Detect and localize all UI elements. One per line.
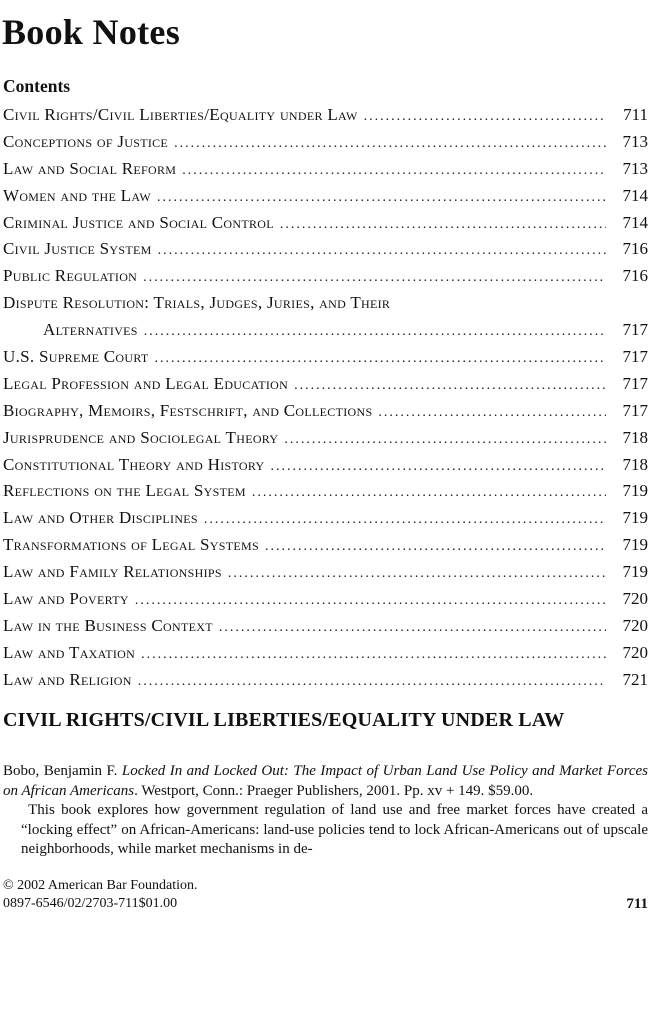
- toc-entry-title: Law and Social Reform: [3, 158, 177, 178]
- toc-entry-title: Law and Poverty: [3, 589, 129, 609]
- toc-entry: [3, 401, 648, 428]
- book-note-entry: [3, 762, 648, 860]
- toc-entry: [3, 481, 648, 508]
- toc-page-number: 717: [622, 320, 648, 340]
- toc-entry-title: Law and Other Disciplines: [3, 508, 198, 528]
- toc-page-number: 711: [623, 105, 648, 124]
- toc-entry-title: Civil Rights/Civil Liberties/Equality under Law: [3, 105, 358, 124]
- toc-entry: [3, 374, 648, 401]
- toc-entry: [3, 643, 648, 670]
- toc-leader-dots: [174, 136, 606, 152]
- toc-leader-dots: [182, 163, 606, 179]
- toc-leader-dots: [143, 270, 606, 286]
- toc-page-number: 719: [622, 481, 648, 501]
- toc-page-number: 718: [622, 454, 648, 474]
- toc-page-number: 714: [622, 185, 648, 205]
- toc-page-number: 713: [622, 158, 648, 178]
- toc-entry: [3, 159, 648, 186]
- toc-entry: [3, 455, 648, 482]
- toc-leader-dots: [252, 485, 606, 501]
- toc-entry: [3, 562, 648, 589]
- toc-page-number: 719: [622, 562, 648, 582]
- toc-leader-dots: [138, 674, 606, 690]
- toc-entry-title: Law and Family Relationships: [3, 562, 222, 582]
- toc-leader-dots: [228, 566, 606, 582]
- toc-entry-continuation: [3, 320, 648, 347]
- copyright-line: © 2002 American Bar Foundation.: [3, 878, 198, 893]
- toc-entry-title: Civil Justice System: [3, 239, 152, 259]
- toc-entry-title: Public Regulation: [3, 266, 138, 286]
- entry-author: Bobo, Benjamin F.: [3, 763, 118, 779]
- toc-page-number: 714: [622, 212, 648, 232]
- toc-entry-title: Alternatives: [43, 320, 138, 340]
- toc-entry: [3, 266, 648, 293]
- toc-entry-title: Law in the Business Context: [3, 615, 213, 635]
- toc-leader-dots: [294, 378, 606, 394]
- toc-page-number: 717: [622, 400, 648, 420]
- toc-entry: [3, 347, 648, 374]
- toc-page-number: 720: [622, 642, 648, 662]
- toc-page-number: 721: [622, 669, 648, 689]
- issn-line: 0897-6546/02/2703-711$01.00: [3, 896, 178, 911]
- toc-entry-title: Constitutional Theory and History: [3, 454, 265, 474]
- toc-page-number: 718: [622, 427, 648, 447]
- toc-leader-dots: [378, 405, 606, 421]
- toc-entry-title: Reflections on the Legal System: [3, 481, 246, 501]
- toc-entry-title: Jurisprudence and Sociolegal Theory: [3, 427, 279, 447]
- toc-entry: [3, 589, 648, 616]
- toc-entry: [3, 213, 648, 240]
- entry-body: [3, 801, 648, 860]
- toc-page-number: 719: [622, 535, 648, 555]
- toc-entry: [3, 132, 648, 159]
- toc-entry-title: Biography, Memoirs, Festschrift, and Collections: [3, 400, 373, 420]
- toc-leader-dots: [135, 593, 606, 609]
- toc-leader-dots: [284, 432, 606, 448]
- page-number: 711: [626, 896, 648, 912]
- toc-entry-title: Legal Profession and Legal Education: [3, 373, 289, 393]
- toc-leader-dots: [144, 324, 606, 340]
- entry-body-text: This book explores how government regulation of land use and free market forces have created a “locking effect” on African-Americans: land-use policies tend to lock African-Americans out of upscale neighborhoods, while market mechanisms in de-: [21, 802, 649, 858]
- toc-entry: [3, 508, 648, 535]
- toc-leader-dots: [141, 647, 606, 663]
- toc-leader-dots: [265, 539, 606, 555]
- entry-book-title: Locked In and Locked Out: The Impact of Urban Land Use Policy and Market Forces on African Americans: [3, 763, 649, 799]
- toc-entry: [3, 293, 648, 320]
- toc-page-number: 717: [622, 347, 648, 367]
- toc-entry: [3, 535, 648, 562]
- toc-page-number: 720: [622, 589, 648, 609]
- toc-leader-dots: [204, 512, 606, 528]
- toc-entry: [3, 186, 648, 213]
- toc-leader-dots: [155, 351, 606, 367]
- toc-entry-title: Law and Taxation: [3, 642, 136, 662]
- citation: [3, 762, 648, 801]
- toc-entry-title: Transformations of Legal Systems: [3, 535, 259, 555]
- toc-entry-title: Law and Religion: [3, 669, 132, 689]
- toc-page-number: 717: [622, 373, 648, 393]
- toc-leader-dots: [280, 217, 606, 233]
- entry-publication: . Westport, Conn.: Praeger Publishers, 2001. Pp. xv + 149. $59.00.: [134, 782, 534, 799]
- toc-leader-dots: [157, 190, 606, 206]
- toc-entry: [3, 670, 648, 697]
- toc-entry-title: U.S. Supreme Court: [3, 347, 149, 367]
- toc-page-number: 716: [622, 266, 648, 286]
- toc-leader-dots: [219, 620, 606, 636]
- toc-page-number: 713: [622, 131, 648, 151]
- toc-page-number: 716: [622, 239, 648, 259]
- page-title: Book Notes: [2, 12, 181, 52]
- toc-leader-dots: [364, 109, 606, 125]
- section-heading: CIVIL RIGHTS/CIVIL LIBERTIES/EQUALITY UNDER LAW: [3, 709, 565, 731]
- contents-heading: Contents: [3, 76, 71, 96]
- table-of-contents: [3, 105, 648, 697]
- toc-entry-title: Criminal Justice and Social Control: [3, 212, 274, 232]
- toc-entry: [3, 239, 648, 266]
- toc-entry-title: Conceptions of Justice: [3, 131, 169, 151]
- toc-leader-dots: [270, 459, 606, 475]
- page-footer: [3, 877, 648, 913]
- toc-entry-title: Dispute Resolution: Trials, Judges, Juries, and Their: [3, 293, 391, 313]
- toc-page-number: 719: [622, 508, 648, 528]
- toc-entry-title: Women and the Law: [3, 185, 151, 205]
- toc-entry: [3, 105, 648, 132]
- toc-entry: [3, 428, 648, 455]
- toc-page-number: 720: [622, 615, 648, 635]
- toc-leader-dots: [158, 243, 606, 259]
- toc-entry: [3, 616, 648, 643]
